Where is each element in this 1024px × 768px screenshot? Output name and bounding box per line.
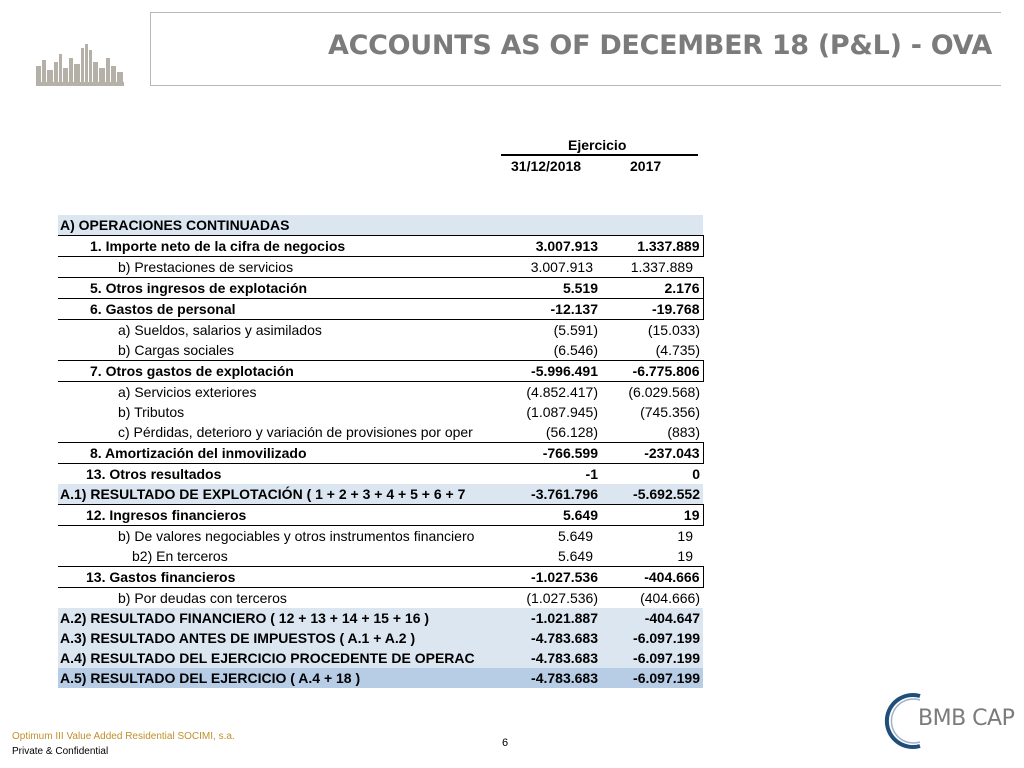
row-value-2018: (1.027.536) bbox=[526, 590, 598, 606]
table-row bbox=[58, 236, 703, 257]
row-value-2017: (4.735) bbox=[655, 342, 700, 358]
row-label: b) Por deudas con terceros bbox=[118, 590, 287, 606]
row-value-2018: 3.007.913 bbox=[503, 236, 603, 257]
row-value-2017: -6.097.199 bbox=[603, 668, 703, 688]
row-value-2017: (745.356) bbox=[640, 404, 700, 420]
row-value-2017: -237.043 bbox=[603, 443, 703, 464]
column-header-2018: 31/12/2018 bbox=[511, 158, 582, 174]
row-label: 6. Gastos de personal bbox=[58, 299, 503, 320]
column-group-divider bbox=[501, 154, 698, 156]
row-value-2018: 5.649 bbox=[557, 528, 593, 544]
row-value-2018: -12.137 bbox=[503, 299, 603, 320]
table-row bbox=[58, 382, 703, 403]
row-label: A.3) RESULTADO ANTES DE IMPUESTOS ( A.1 + A.2 ) bbox=[58, 628, 503, 648]
row-label: 12. Ingresos financieros bbox=[58, 505, 503, 526]
footer-company-name: Optimum III Value Added Residential SOCIMI, s.a. bbox=[12, 731, 235, 742]
row-label: b) Tributos bbox=[118, 404, 185, 420]
table-row bbox=[58, 361, 703, 382]
column-header-2017: 2017 bbox=[630, 158, 662, 174]
row-label: b) De valores negociables y otros instrumentos financiero bbox=[118, 528, 475, 544]
row-value-2017: (404.666) bbox=[640, 590, 700, 606]
page-number: 6 bbox=[502, 737, 509, 749]
row-label: b) Prestaciones de servicios bbox=[118, 259, 294, 275]
row-value-2018: -1 bbox=[585, 466, 598, 482]
row-label: 1. Importe neto de la cifra de negocios bbox=[58, 236, 503, 257]
row-label: A.2) RESULTADO FINANCIERO ( 12 + 13 + 14 + 15 + 16 ) bbox=[58, 608, 503, 628]
table-row bbox=[58, 628, 703, 648]
table-row bbox=[58, 299, 703, 320]
row-value-2018: 5.649 bbox=[557, 548, 593, 564]
table-row bbox=[58, 422, 703, 443]
table-row bbox=[58, 464, 703, 485]
row-value-2017: 0 bbox=[692, 466, 700, 482]
table-row bbox=[58, 567, 703, 588]
row-label: A.4) RESULTADO DEL EJERCICIO PROCEDENTE DE OPERAC bbox=[58, 648, 503, 668]
row-value-2018: -4.783.683 bbox=[503, 628, 603, 648]
table-row bbox=[58, 526, 703, 547]
row-label: a) Servicios exteriores bbox=[118, 384, 257, 400]
row-value-2017: -6.097.199 bbox=[603, 648, 703, 668]
row-value-2017: 19 bbox=[603, 505, 703, 526]
row-value-2018: (6.546) bbox=[553, 342, 598, 358]
footer-confidential: Private & Confidential bbox=[12, 746, 109, 757]
row-label: A) OPERACIONES CONTINUADAS bbox=[58, 215, 503, 236]
table-row bbox=[58, 257, 703, 278]
table-row bbox=[58, 608, 703, 628]
row-label: A.5) RESULTADO DEL EJERCICIO ( A.4 + 18 ) bbox=[58, 668, 503, 688]
table-row bbox=[58, 215, 703, 236]
column-group-label: Ejercicio bbox=[568, 137, 627, 153]
page-title: ACCOUNTS AS OF DECEMBER 18 (P&L) - OVA bbox=[328, 30, 992, 61]
row-label: b) Cargas sociales bbox=[118, 342, 234, 358]
table-row bbox=[58, 546, 703, 567]
row-value-2017: 1.337.889 bbox=[630, 259, 693, 275]
table-row bbox=[58, 648, 703, 668]
table-row bbox=[58, 588, 703, 609]
row-value-2017: (883) bbox=[667, 424, 700, 440]
row-value-2018: -4.783.683 bbox=[503, 648, 603, 668]
row-label: b2) En terceros bbox=[132, 548, 228, 564]
row-label: 7. Otros gastos de explotación bbox=[58, 361, 503, 382]
row-value-2017 bbox=[603, 215, 703, 236]
row-value-2018: (1.087.945) bbox=[526, 404, 598, 420]
row-value-2018: -4.783.683 bbox=[503, 668, 603, 688]
row-value-2017: -5.692.552 bbox=[603, 484, 703, 505]
row-value-2018 bbox=[503, 215, 603, 236]
row-value-2017: 19 bbox=[677, 528, 693, 544]
table-row bbox=[58, 320, 703, 341]
row-value-2018: (5.591) bbox=[553, 322, 598, 338]
row-label: c) Pérdidas, deterioro y variación de provisiones por oper bbox=[118, 424, 473, 440]
row-value-2018: -1.027.536 bbox=[503, 567, 603, 588]
pl-table bbox=[58, 215, 704, 688]
row-value-2018: (4.852.417) bbox=[526, 384, 598, 400]
row-value-2017: (6.029.568) bbox=[628, 384, 700, 400]
row-label: A.1) RESULTADO DE EXPLOTACIÓN ( 1 + 2 + 3 + 4 + 5 + 6 + 7 bbox=[58, 484, 503, 505]
row-value-2017: 1.337.889 bbox=[603, 236, 703, 257]
row-label: 5. Otros ingresos de explotación bbox=[58, 278, 503, 299]
row-value-2017: -19.768 bbox=[603, 299, 703, 320]
row-value-2018: -1.021.887 bbox=[503, 608, 603, 628]
skyline-logo-icon bbox=[36, 44, 126, 86]
row-label: 8. Amortización del inmovilizado bbox=[58, 443, 503, 464]
table-row bbox=[58, 443, 703, 464]
row-value-2017: -6.097.199 bbox=[603, 628, 703, 648]
row-value-2018: 5.519 bbox=[503, 278, 603, 299]
row-value-2018: -3.761.796 bbox=[503, 484, 603, 505]
bmb-cap-logo-text: BMB CAP bbox=[918, 706, 1015, 731]
row-value-2017: -404.647 bbox=[603, 608, 703, 628]
row-label: 13. Otros resultados bbox=[86, 466, 222, 482]
row-value-2018: -766.599 bbox=[503, 443, 603, 464]
row-value-2017: (15.033) bbox=[647, 322, 700, 338]
row-value-2017: -404.666 bbox=[603, 567, 703, 588]
row-value-2017: 2.176 bbox=[603, 278, 703, 299]
row-value-2018: (56.128) bbox=[545, 424, 598, 440]
table-row bbox=[58, 668, 703, 688]
table-row bbox=[58, 402, 703, 422]
row-value-2018: 5.649 bbox=[503, 505, 603, 526]
row-value-2018: 3.007.913 bbox=[530, 259, 593, 275]
row-value-2017: -6.775.806 bbox=[603, 361, 703, 382]
row-label: 13. Gastos financieros bbox=[58, 567, 503, 588]
row-value-2018: -5.996.491 bbox=[503, 361, 603, 382]
table-row bbox=[58, 505, 703, 526]
table-row bbox=[58, 484, 703, 505]
row-label: a) Sueldos, salarios y asimilados bbox=[118, 322, 322, 338]
table-row bbox=[58, 278, 703, 299]
table-row bbox=[58, 340, 703, 361]
row-value-2017: 19 bbox=[677, 548, 693, 564]
